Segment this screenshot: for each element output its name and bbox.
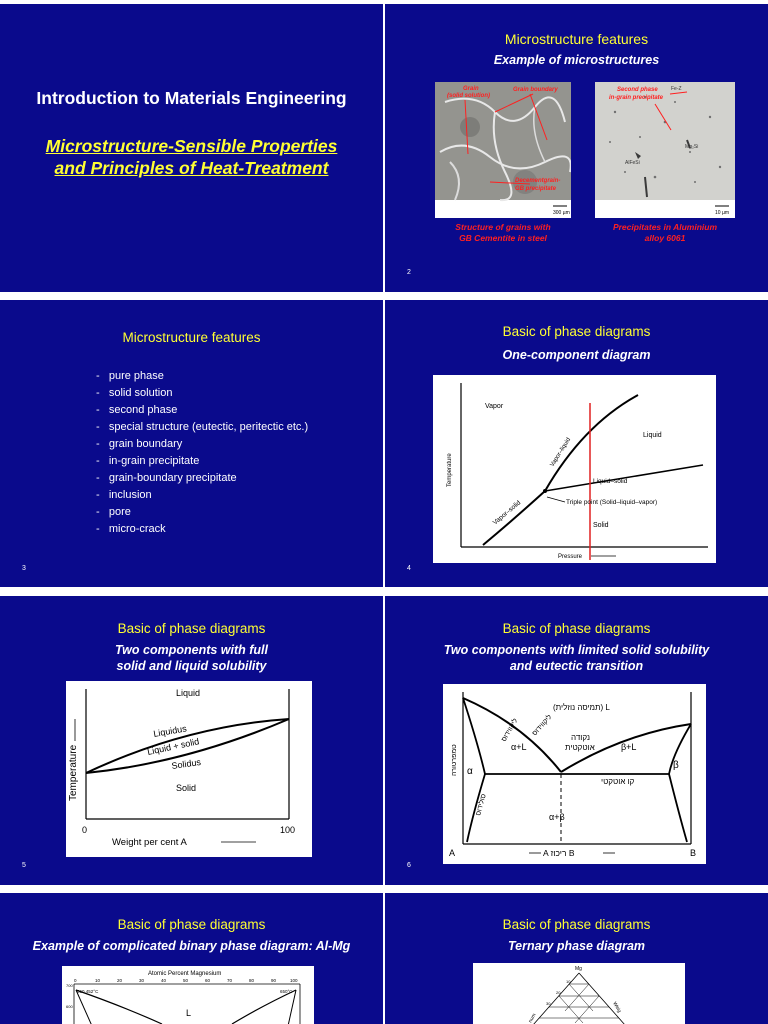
slide-8: [385, 893, 768, 1024]
slide-title: Basic of phase diagrams: [502, 324, 651, 339]
label-mg-melting: 650°C: [280, 989, 293, 994]
left-caption: [437, 222, 569, 244]
label-al-melting: 660.452°C: [77, 989, 99, 994]
tick-10: 10: [95, 978, 101, 983]
tick-80: 80: [249, 978, 255, 983]
label-alpha-l: α+L: [511, 742, 527, 752]
label-solidus: Solidus: [170, 756, 202, 771]
slide-title: Basic of phase diagrams: [117, 917, 266, 932]
one-component-diagram: [433, 375, 716, 563]
label-beta-l: β+L: [621, 742, 637, 752]
slide-4: [385, 300, 768, 587]
slide-subtitle: [385, 642, 768, 674]
slide-3: [0, 300, 383, 587]
axis-weight-percent: Weight per cent A: [112, 837, 187, 848]
slide-subtitle: Example of microstructures: [493, 53, 660, 67]
axis-atomic-percent: Atomic Percent Magnesium: [148, 971, 222, 977]
slide-6: [385, 596, 768, 885]
label-liquid: Liquid: [176, 688, 201, 698]
tick-20: 20: [556, 990, 561, 995]
label-a: A: [449, 848, 456, 858]
subtitle-line-1: Microstructure-Sensible Properties: [45, 136, 338, 156]
label-cementite: Decementgrain-: [515, 178, 561, 184]
right-caption-line-1: Precipitates in Aluminium: [612, 222, 718, 232]
eutectic-diagram: [443, 684, 706, 864]
label-left-axis: num: [527, 1012, 538, 1024]
label-b: B: [690, 848, 697, 858]
label-liquid: L: [186, 1008, 192, 1018]
slide-5: [0, 596, 383, 885]
subtitle-line-2: and eutectic transition: [509, 659, 644, 673]
axis-temperature: Temperature: [447, 453, 453, 487]
list-item: - solid solution: [96, 385, 308, 402]
right-caption-line-2: alloy 6061: [644, 233, 686, 243]
label-solid-solution: (solid solution): [447, 93, 490, 99]
slide-7: [0, 893, 383, 1024]
tick-100: 100: [290, 978, 298, 983]
axis-temperature: Temperature: [68, 744, 79, 801]
slide-title: Basic of phase diagrams: [502, 621, 651, 636]
lecture-subtitle: [0, 135, 383, 179]
tick-60: 60: [205, 978, 211, 983]
feature-list: [96, 368, 308, 538]
axis-temperature-he: טמפרטורה: [451, 744, 458, 776]
slide-title: Microstructure features: [504, 31, 649, 47]
label-liquid: Liquid: [643, 432, 662, 439]
subtitle-line-1: Two components with full: [115, 643, 268, 657]
tick-0: 0: [74, 978, 77, 983]
tick-90: 90: [271, 978, 277, 983]
label-vapor: Vapor: [485, 403, 504, 410]
tick-30: 30: [139, 978, 145, 983]
label-eutectic-line: קו אוטקטי: [601, 777, 635, 786]
slide-title: Basic of phase diagrams: [117, 621, 266, 636]
list-item: - special structure (eutectic, peritectic etc.): [96, 419, 308, 436]
label-mg2si: Mg₂Si: [685, 144, 699, 150]
label-eutectic-point-1: נקודה: [571, 733, 591, 742]
label-liquid-solid: Liquid + solid: [146, 736, 201, 757]
tick-30: 30: [546, 1001, 551, 1006]
slide-title: Microstructure features: [122, 330, 261, 345]
page-number: 5: [22, 862, 26, 869]
label-liquid-solid: Liquid–solid: [593, 478, 628, 485]
label-solid: Solid: [593, 522, 609, 529]
list-item: - second phase: [96, 402, 308, 419]
subtitle-line-1: Two components with limited solid solubility: [443, 643, 710, 657]
list-item: - grain-boundary precipitate: [96, 470, 308, 487]
label-alpha-beta: α+β: [549, 812, 565, 822]
slide-2: [385, 4, 768, 292]
list-item: - pure phase: [96, 368, 308, 385]
subtitle-line-2: solid and liquid solubility: [116, 659, 267, 673]
slide-subtitle: One-component diagram: [502, 348, 651, 362]
list-item: - micro-crack: [96, 521, 308, 538]
label-liquid-he: (תמיסה נוזלית) L: [553, 703, 610, 712]
tick-70: 70: [227, 978, 233, 983]
label-solid: Solid: [176, 783, 197, 793]
axis-concentration-he: A ריכוז B: [543, 848, 575, 858]
label-gb-precipitate: GB precipitate: [515, 186, 557, 192]
page-number: 3: [22, 565, 26, 572]
page-number: 6: [407, 862, 411, 869]
label-second-phase: Second phase: [617, 87, 658, 93]
x-tick-0: 0: [82, 825, 88, 835]
slide-subtitle: Ternary phase diagram: [507, 939, 646, 953]
scale-bar-right: 10 µm: [715, 210, 729, 216]
list-item: - grain boundary: [96, 436, 308, 453]
y-tick-600: 600: [66, 1004, 73, 1009]
label-alpha: α: [467, 766, 473, 777]
full-solubility-diagram: [66, 681, 312, 857]
label-grain: Grain: [463, 86, 479, 92]
label-eutectic-point-2: אוטקטית: [565, 743, 595, 752]
label-vapor-liquid: Vapor–liquid: [549, 436, 573, 469]
steel-micrograph: [435, 82, 571, 218]
tick-40: 40: [161, 978, 167, 983]
list-item: - inclusion: [96, 487, 308, 504]
list-item: - in-grain precipitate: [96, 453, 308, 470]
axis-pressure: Pressure: [558, 554, 583, 560]
label-beta: β: [673, 760, 679, 771]
label-liquidus: Liquidus: [152, 723, 188, 739]
page-number: 4: [407, 565, 411, 572]
tick-20: 20: [117, 978, 123, 983]
label-solidus-he: סולידוס: [475, 793, 488, 817]
label-vapor-solid: Vapor–solid: [491, 499, 523, 527]
left-caption-line-1: Structure of grains with: [455, 222, 551, 232]
slide-1: [0, 4, 383, 292]
tick-10: 10: [566, 979, 571, 984]
label-mg-apex: Mg: [575, 966, 582, 972]
scale-bar-left: 300 µm: [553, 210, 570, 216]
label-fe-z: Fe-Z: [671, 86, 682, 92]
aluminium-micrograph: [595, 82, 735, 218]
tick-50: 50: [183, 978, 189, 983]
label-grain-boundary: Grain boundary: [513, 87, 558, 93]
label-liquidus-he-2: ליקווידוס: [531, 713, 554, 738]
subtitle-line-2: and Principles of Heat-Treatment: [54, 158, 329, 178]
label-triple-point: Triple point (Solid–liquid–vapor): [566, 499, 658, 506]
label-right-axis: Weig: [611, 1001, 623, 1014]
slide-title: Basic of phase diagrams: [502, 917, 651, 932]
label-liquidus-he-1: ליקווידוס: [500, 717, 520, 743]
label-in-grain-precipitate: in-grain precipitate: [609, 95, 664, 101]
course-title: Introduction to Materials Engineering: [36, 88, 347, 108]
right-caption: [593, 222, 737, 244]
ternary-diagram: [473, 963, 685, 1024]
list-item: - pore: [96, 504, 308, 521]
slide-subtitle: Example of complicated binary phase diagram: Al-Mg: [32, 939, 351, 953]
label-alfesi: AlFeSi: [625, 160, 640, 166]
y-tick-700: 700: [66, 983, 73, 988]
slide-subtitle: [0, 642, 383, 674]
al-mg-diagram: [62, 966, 314, 1024]
x-tick-100: 100: [280, 825, 296, 835]
left-caption-line-2: GB Cementite in steel: [459, 233, 547, 243]
page-number: 2: [407, 269, 411, 276]
